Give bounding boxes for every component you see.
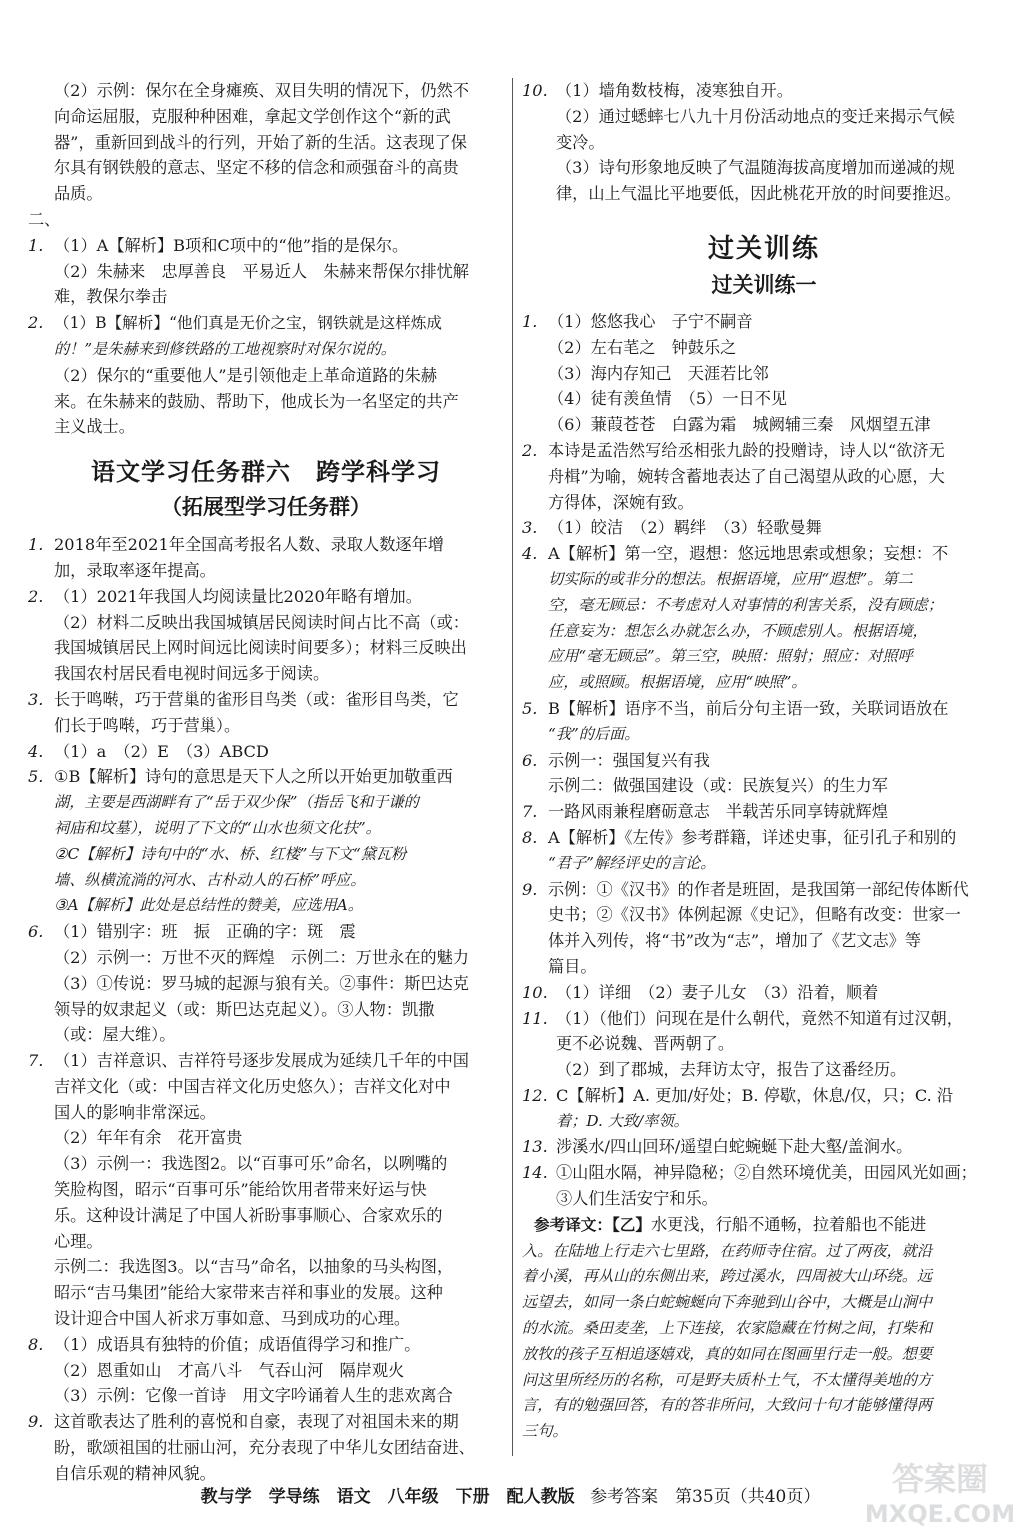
answer-line: 10. （1）详细 （2）妻子儿女 （3）沿着，顺着 (522, 980, 1006, 1006)
text-line: 史书；②《汉书》体例起源《史记》，但略有改变：世家一 (548, 905, 961, 925)
column-divider (512, 78, 513, 1456)
text-line: （4）徒有羡鱼情 （5）一日不见 (548, 389, 788, 409)
item-number: 14. (522, 1163, 548, 1183)
text-line: 笑脸构图，昭示“百事可乐”能给饮用者带来好运与快 (54, 1180, 427, 1200)
item-number: 2. (28, 586, 44, 606)
left-column (28, 78, 504, 1487)
answer-line: 11. （1）（他们）问现在是什么朝代，竟然不知道有过汉朝， (522, 1006, 1006, 1032)
svg-text:答案圈: 答案圈 (891, 1460, 989, 1498)
answer-line: 10. （1）墙角数枝梅，凌寒独自开。 (522, 78, 1006, 104)
text-line: 远望去，如同一条白蛇蜿蜒向下奔驰到山谷中，大概是山涧中 (522, 1293, 933, 1312)
answer-line: 3. （1）皎洁 （2）羁绊 （3）轻歌曼舞 (522, 515, 1006, 541)
answer-line: 7. （1）吉祥意识、吉祥符号逐步发展成为延续几千年的中国 (28, 1048, 504, 1074)
item-number: 9. (28, 1412, 44, 1432)
text-line: 尔具有钢铁般的意志、坚定不移的信念和顽强奋斗的高贵 (54, 158, 459, 178)
answer-line: 13. 涉溪水/四山回环/遥望白蛇蜿蜒下赴大壑/盖涧水。 (522, 1134, 1006, 1160)
item-number: 8. (522, 827, 538, 847)
text-line: 变冷。 (556, 132, 605, 152)
answer-line: 1. 2018年至2021年全国高考报名人数、录取人数逐年增 (28, 532, 504, 558)
item-number: 2. (522, 440, 538, 460)
text-line: 空，毫无顾忌：不考虑对人对事情的利害关系，没有顾虑； (548, 595, 943, 614)
answer-line: 9. 这首歌表达了胜利的喜悦和自豪，表现了对祖国未来的期 (28, 1409, 504, 1435)
text-line: （2）恩重如山 才高八斗 气吞山河 隔岸观火 (54, 1360, 405, 1380)
text-line: 应，或照顾。根据语境，应用“映照”。 (548, 673, 807, 692)
section-subtitle: （拓展型学习任务群） (161, 495, 371, 520)
text-line: 国人的影响非常深远。 (54, 1102, 216, 1122)
text-line: ②C【解析】诗句中的“水、桥、红楼”与下文“黛瓦粉 (54, 844, 407, 863)
translation-line: 参考译文：【乙】水更浅，行船不通畅，拉着船也不能进 (534, 1214, 927, 1234)
text-line: “君子”解经评史的言论。 (548, 853, 716, 872)
item-number: 1. (522, 311, 538, 331)
text-line: （3）海内存知己 天涯若比邻 (548, 363, 769, 383)
answer-line: 4. A【解析】第一空，遐想：悠远地思索或想象；妄想：不 (522, 541, 1006, 567)
answer-line: 2. （1）2021年我国人均阅读量比2020年略有增加。 (28, 584, 504, 610)
item-number: 5. (522, 698, 538, 718)
text-line: （2）年年有余 花开富贵 (54, 1128, 243, 1148)
item-number: 10. (522, 81, 548, 100)
answer-line: 1. （1）A【解析】B项和C项中的“他”指的是保尔。 (28, 233, 504, 259)
item-number: 3. (28, 689, 44, 709)
item-number: 1. (28, 535, 44, 555)
answer-line: 5. ①B【解析】诗句的意思是天下人之所以开始更加敬重西 (28, 764, 504, 790)
answer-line: 7. 一路风雨兼程磨砺意志 半载苦乐同享铸就辉煌 (522, 799, 1006, 825)
section-subtitle: 过关训练一 (711, 272, 817, 297)
item-number: 11. (522, 1008, 548, 1028)
text-line: 问这里所经历的名称，可是野夫质朴土气，不太懂得美地的方 (522, 1370, 933, 1389)
text-line: 祠庙和坟墓），说明了下文的“山水也须文化扶”。 (54, 818, 381, 837)
text-line: 来。在朱赫来的鼓励、帮助下，他成长为一名坚定的共产 (54, 391, 459, 411)
text-line: 任意妄为：想怎么办就怎么办，不顾虑别人。根据语境， (548, 621, 928, 640)
section-title: 过关训练 (707, 233, 820, 264)
text-line: 设计迎合中国人祈求万事如意、马到成功的心理。 (54, 1309, 411, 1329)
item-number: 5. (28, 767, 44, 787)
text-line: 向命运屈服，克服种种困难，拿起文学创作这个“新的武 (54, 106, 451, 126)
text-line: （2）保尔的“重要他人”是引领他走上革命道路的朱赫 (54, 365, 437, 385)
text-line: 更不必说魏、晋两朝了。 (556, 1034, 735, 1054)
text-line: （3）示例一：我选图2。以“百事可乐”命名，以咧嘴的 (54, 1154, 448, 1174)
text-line: 体并入列传，将“书”改为“志”，增加了《艺文志》等 (548, 931, 922, 951)
answer-line: 12. C【解析】A. 更加/好处；B. 停歇，休息/仅，只；C. 沿 (522, 1083, 1006, 1109)
text-line: 的水流。桑田麦垄，上下连接，农家隐藏在竹树之间，打柴和 (522, 1319, 933, 1338)
answer-line: 2. 本诗是孟浩然写给丞相张九龄的投赠诗，诗人以“欲济无 (522, 438, 1006, 464)
text-line: 领导的奴隶起义（或：斯巴达克起义）。③人物：凯撒 (54, 999, 435, 1019)
text-line: 我国城镇居民上网时间远比阅读时间要多）；材料三反映出 (54, 638, 467, 658)
answer-line: 3. 长于鸣啭，巧于营巢的雀形目鸟类（或：雀形目鸟类，它 (28, 687, 504, 713)
text-line: 方得体，深婉有致。 (548, 492, 694, 512)
item-number: 4. (28, 741, 44, 761)
item-number: 13. (522, 1137, 548, 1157)
text-line: 乐。这种设计满足了中国人祈盼事事顺心、合家欢乐的 (54, 1205, 443, 1225)
item-number: 3. (522, 518, 538, 538)
answer-line: 9. 示例：①《汉书》的作者是班固，是我国第一部纪传体断代 (522, 877, 1006, 903)
text-line: 应用“毫无顾忌”。第三空，映照：照射；照应：对照呼 (548, 647, 913, 666)
item-number: 9. (522, 879, 538, 899)
text-line: （3）示例：它像一首诗 用文字吟诵着人生的悲欢离合 (54, 1386, 453, 1406)
text-line: 切实际的或非分的想法。根据语境，应用“遐想”。第二 (548, 569, 913, 588)
answer-line: 5. B【解析】语序不当，前后分句主语一致，关联词语放在 (522, 696, 1006, 722)
item-number: 12. (522, 1085, 548, 1105)
text-line: （2）左右芼之 钟鼓乐之 (548, 337, 737, 357)
text-line: 湖，主要是西湖畔有了“岳于双少保”（指岳飞和于谦的 (54, 793, 419, 812)
text-line: （3）①传说：罗马城的起源与狼有关。②事件：斯巴达克 (54, 973, 469, 993)
answer-line: 6. （1）错别字：班 振 正确的字：斑 震 (28, 919, 504, 945)
text-line: 着；D. 大致/率领。 (556, 1111, 689, 1130)
part-heading: 二、 (28, 209, 61, 229)
answer-line: 14. ①山阻水隔，神异隐秘；②自然环境优美，田园风光如画； (522, 1160, 1006, 1186)
text-line: 入。在陆地上行走六七里路，在药师寺住宿。过了两夜，就沿 (522, 1241, 933, 1260)
answer-line: 6. 示例一：强国复兴有我 (522, 748, 1006, 774)
item-number: 8. (28, 1334, 44, 1354)
answer-line: 1. （1）悠悠我心 子宁不嗣音 (522, 309, 1006, 335)
item-number: 4. (522, 544, 538, 564)
footer-page-number: 参考答案 第35页（共40页） (590, 1487, 821, 1507)
svg-text:MXQE.COM: MXQE.COM (864, 1500, 1016, 1528)
item-number: 1. (28, 235, 44, 255)
text-line: （2）示例：保尔在全身瘫痪、双目失明的情况下，仍然不 (54, 81, 469, 100)
text-line: 们长于鸣啭，巧于营巢）。 (54, 715, 241, 735)
translation-label: 参考译文：【乙】 (534, 1215, 651, 1234)
text-line: 加，录取率逐年提高。 (54, 560, 216, 580)
text-line: 律，山上气温比平地要低，因此桃花开放的时间要推迟。 (556, 184, 961, 204)
text-line: 篇目。 (548, 956, 597, 976)
text-line: 器”，重新回到战斗的行列，开始了新的生活。这表现了保 (54, 132, 467, 152)
answer-line: 4. （1）a （2）E （3）ABCD (28, 739, 504, 765)
text-line: （2）朱赫来 忠厚善良 平易近人 朱赫来帮保尔排忧解 (54, 261, 469, 281)
text-line: 三句。 (522, 1422, 568, 1441)
text-line: 言，有的勉强回答，有的答非所问，大致问十句才能够懂得两 (522, 1396, 933, 1415)
text-line: 吉祥文化（或：中国吉祥文化历史悠久）；吉祥文化对中 (54, 1076, 451, 1096)
right-column (522, 78, 1006, 1445)
text-line: 示例二：做强国建设（或：民族复兴）的生力军 (548, 776, 888, 796)
text-line: 难，教保尔拳击 (54, 287, 168, 307)
answer-line: 8. （1）成语具有独特的价值；成语值得学习和推广。 (28, 1332, 504, 1358)
text-line: （或：屋大维）。 (54, 1025, 176, 1045)
text-line: （2）到了郡城，去拜访太守，报告了这番经历。 (556, 1060, 907, 1080)
text-line: 盼，歌颂祖国的壮丽山河，充分表现了中华儿女团结奋进、 (54, 1438, 475, 1458)
text-line: 示例二：我选图3。以“吉马”命名，以抽象的马头构图， (54, 1257, 454, 1277)
answer-line: 2. （1）B【解析】“他们真是无价之宝，钢铁就是这样炼成 (28, 310, 504, 337)
item-number: 2. (28, 313, 44, 333)
text-line: 墙、纵横流淌的河水、古朴动人的石桥”呼应。 (54, 870, 366, 889)
text-line: 放牧的孩子互相追逐嬉戏，真的如同在图画里行走一般。想要 (522, 1344, 933, 1363)
item-number: 6. (28, 922, 44, 942)
text-line: 自信乐观的精神风貌。 (54, 1463, 216, 1483)
text-line: 品质。 (54, 184, 103, 204)
item-number: 7. (28, 1051, 44, 1071)
text-line: 的！”是朱赫来到修铁路的工地视察时对保尔说的。 (54, 339, 396, 358)
item-number: 7. (522, 802, 538, 822)
text-line: （6）蒹葭苍苍 白露为霜 城阙辅三秦 风烟望五津 (548, 415, 931, 435)
text-line: （2）材料二反映出我国城镇居民阅读时间占比不高（或： (54, 612, 469, 632)
text-line: （2）通过蟋蟀七八九十月份活动地点的变迁来揭示气候 (556, 106, 955, 126)
text-line: ③A【解析】此处是总结性的赞美，应选用A。 (54, 896, 363, 915)
footer-brand: 教与学 学导练 语文 八年级 下册 配人教版 (200, 1487, 575, 1507)
text-line: “我”的后面。 (548, 724, 640, 743)
text-line: ③人们生活安宁和乐。 (556, 1189, 718, 1209)
text-line: 主义战士。 (54, 417, 135, 437)
watermark-logo (860, 1452, 1020, 1532)
text-line: 舟楫”为喻，婉转含蓄地表达了自己渴望从政的心愿，大 (548, 466, 945, 486)
item-number: 6. (522, 750, 538, 770)
text-line: 心理。 (54, 1231, 103, 1251)
text-line: （2）示例一：万世不灭的辉煌 示例二：万世永在的魅力 (54, 947, 469, 967)
section-title: 语文学习任务群六 跨学科学习 (91, 458, 441, 487)
answer-line: 8. A【解析】《左传》参考群籍，详述史事，征引孔子和别的 (522, 825, 1006, 851)
text-line: 我国农村居民看电视时间远多于阅读。 (54, 664, 330, 684)
text-line: 着小溪，再从山的东侧出来，跨过溪水，四周被大山环绕。远 (522, 1267, 933, 1286)
text-line: 昭示“吉马集团”能给大家带来吉祥和事业的发展。这种 (54, 1283, 443, 1303)
item-number: 10. (522, 982, 548, 1002)
text-line: （3）诗句形象地反映了气温随海拔高度增加而递减的规 (556, 158, 955, 178)
